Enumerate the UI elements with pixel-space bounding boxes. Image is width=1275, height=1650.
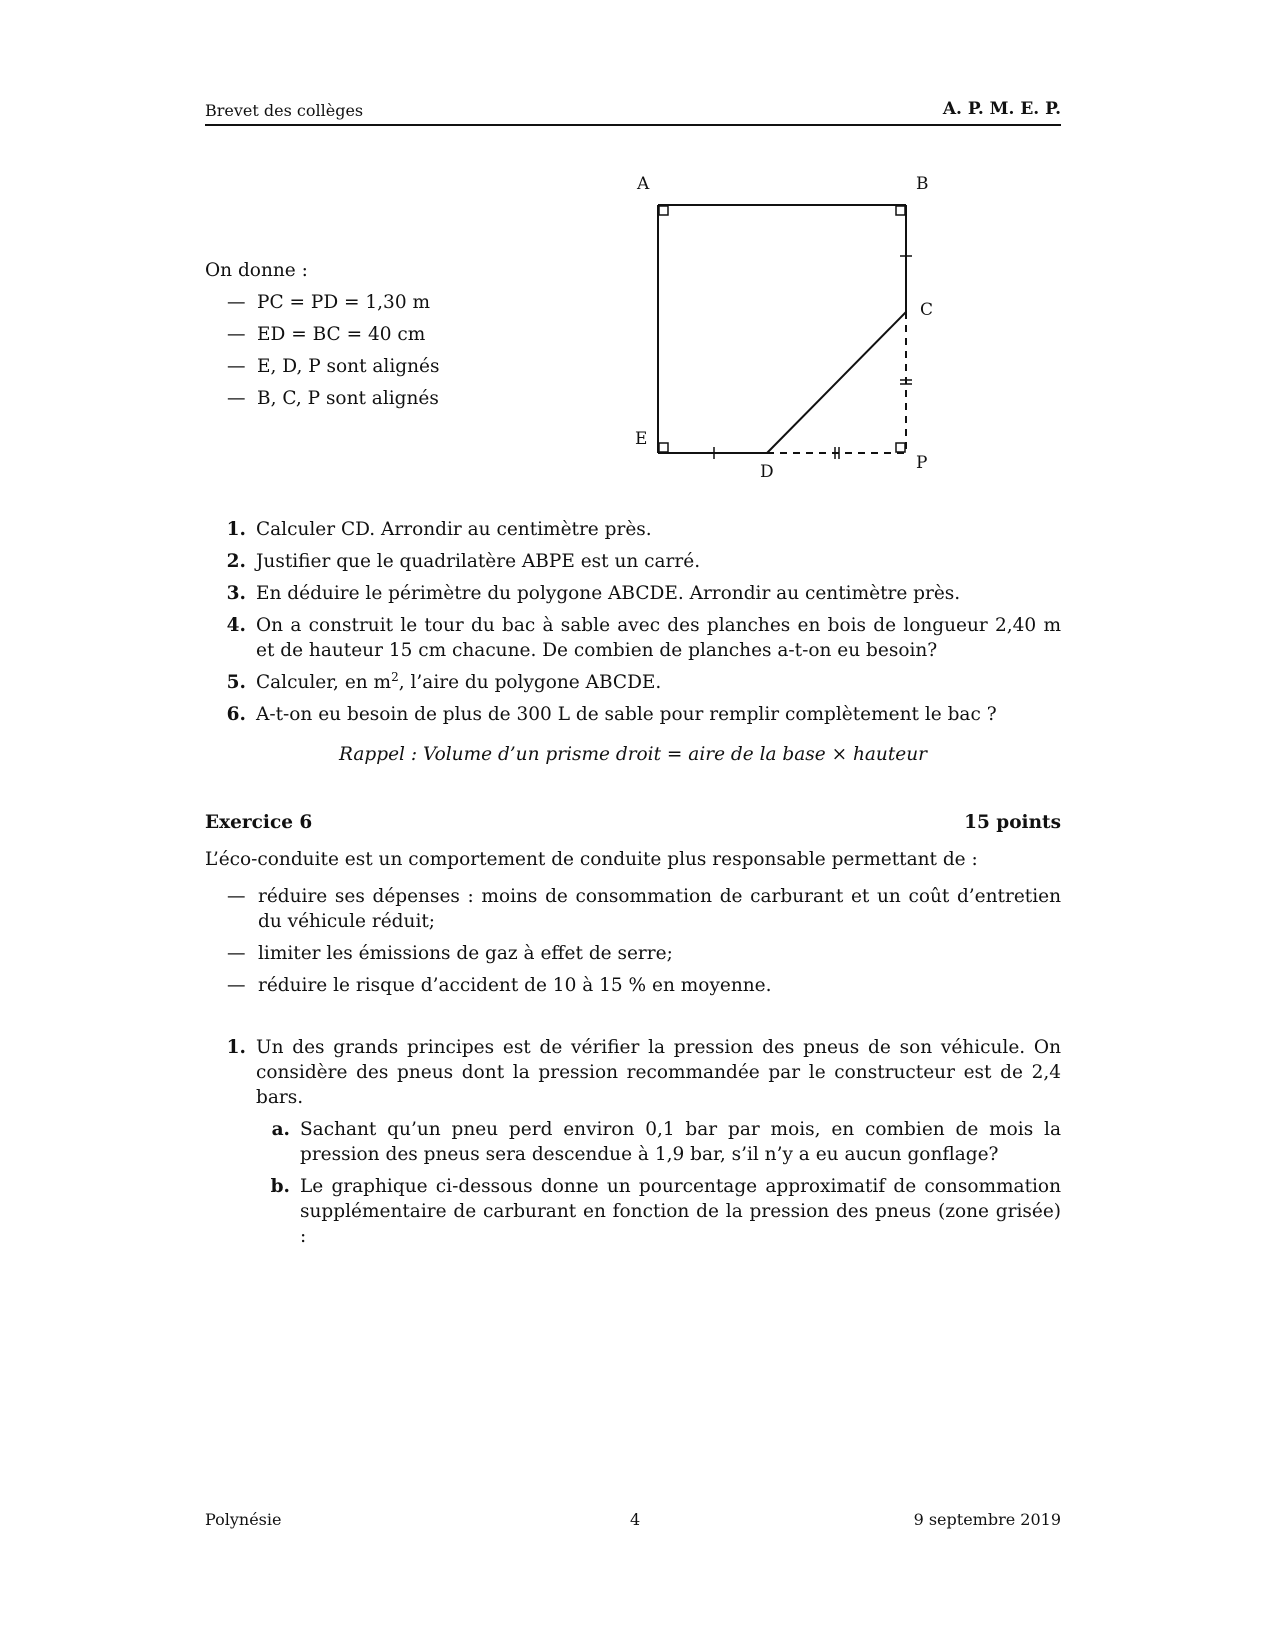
question-text: Calculer CD. Arrondir au centimètre près.: [256, 519, 652, 540]
dash: —: [227, 886, 246, 907]
given-item: [227, 324, 439, 356]
subquestion-item: [256, 1174, 1061, 1249]
header-divider: [205, 124, 1061, 126]
given-item: [227, 356, 439, 388]
question-body: [256, 1035, 1061, 1256]
subquestion-list: [256, 1117, 1061, 1249]
question-text: En déduire le périmètre du polygone ABCDE. Arrondir au centimètre près.: [256, 583, 961, 604]
list-text: réduire le risque d’accident de 10 à 15 % en moyenne.: [258, 975, 772, 996]
question-item: [205, 613, 1061, 663]
exercise-questions: [205, 1035, 1061, 1256]
label-a: A: [637, 174, 650, 194]
question-number: 1.: [226, 519, 246, 540]
list-text: limiter les émissions de gaz à effet de serre;: [258, 943, 673, 964]
label-c: C: [920, 300, 934, 320]
question-text: On a construit le tour du bac à sable avec des planches en bois de longueur 2,40 m et de hauteur 15 cm chacune. De combien de planches a-t-on eu besoin?: [256, 615, 1061, 661]
question-text: Justifier que le quadrilatère ABPE est un carré.: [256, 551, 701, 572]
given-text: PC = PD = 1,30 m: [257, 292, 431, 313]
right-angle-p: [896, 443, 905, 452]
subquestion-text: Le graphique ci-dessous donne un pourcentage approximatif de consommation supplémentaire de carburant en fonction de la pression des pneus (zone grisée) :: [300, 1176, 1061, 1247]
question-item: [205, 670, 1061, 695]
list-item: [205, 884, 1061, 934]
question-item: [205, 702, 1061, 727]
exercise-intro: L’éco-conduite est un comportement de conduite plus responsable permettant de :: [205, 849, 978, 870]
given-title: On donne :: [205, 260, 308, 281]
dash: —: [227, 388, 246, 409]
dash: —: [227, 356, 246, 377]
list-item: [205, 973, 1061, 998]
footer-date: 9 septembre 2019: [913, 1510, 1061, 1529]
given-list: [227, 292, 439, 420]
question-text-after: , l’aire du polygone ABCDE.: [398, 672, 662, 693]
question-number: 1.: [226, 1037, 246, 1058]
header-publisher: A. P. M. E. P.: [942, 99, 1061, 119]
right-angle-a: [659, 206, 668, 215]
right-angle-b: [896, 206, 905, 215]
right-angle-e: [659, 443, 668, 452]
question-text: [256, 670, 1061, 695]
superscript: 2: [391, 669, 399, 684]
question-text: A-t-on eu besoin de plus de 300 L de sable pour remplir complètement le bac ?: [256, 704, 997, 725]
page-number: 4: [630, 1510, 641, 1529]
question-item: [205, 581, 1061, 606]
segment-cd: [767, 312, 906, 453]
subquestion-label: b.: [270, 1176, 290, 1197]
label-b: B: [916, 174, 929, 194]
given-text: ED = BC = 40 cm: [257, 324, 426, 345]
given-text: E, D, P sont alignés: [257, 356, 440, 377]
dash: —: [227, 324, 246, 345]
reminder-note: Rappel : Volume d’un prisme droit = aire de la base × hauteur: [339, 744, 927, 765]
question-text-before: Calculer, en m: [256, 672, 392, 693]
footer-location: Polynésie: [205, 1510, 282, 1529]
dash: —: [227, 943, 246, 964]
question-item: [205, 517, 1061, 542]
list-item: [205, 941, 1061, 966]
exercise-points: 15 points: [964, 812, 1061, 833]
given-item: [227, 292, 439, 324]
subquestion-text: Sachant qu’un pneu perd environ 0,1 bar par mois, en combien de mois la pression des pneus sera descendue à 1,9 bar, s’il n’y a eu aucun gonflage?: [300, 1119, 1061, 1165]
given-item: [227, 388, 439, 420]
question-number: 6.: [226, 704, 246, 725]
question-text: Un des grands principes est de vérifier la pression des pneus de son véhicule. On considère des pneus dont la pression recommandée par le constructeur est de 2,4 bars.: [256, 1037, 1061, 1108]
exercise-title: Exercice 6: [205, 812, 313, 833]
label-e: E: [635, 429, 648, 449]
eco-list: [205, 884, 1061, 1005]
list-text: réduire ses dépenses : moins de consommation de carburant et un coût d’entretien du véhicule réduit;: [258, 886, 1061, 932]
question-number: 2.: [226, 551, 246, 572]
question-item: [205, 1035, 1061, 1256]
question-item: [205, 549, 1061, 574]
label-d: D: [760, 462, 774, 482]
subquestion-item: [256, 1117, 1061, 1167]
given-text: B, C, P sont alignés: [257, 388, 439, 409]
header-title: Brevet des collèges: [205, 101, 364, 120]
dash: —: [227, 975, 246, 996]
dash: —: [227, 292, 246, 313]
question-list: [205, 517, 1061, 734]
label-p: P: [916, 453, 928, 473]
geometry-figure: [635, 170, 980, 500]
subquestion-label: a.: [271, 1119, 290, 1140]
question-number: 4.: [226, 615, 246, 636]
question-number: 3.: [226, 583, 246, 604]
question-number: 5.: [226, 672, 246, 693]
